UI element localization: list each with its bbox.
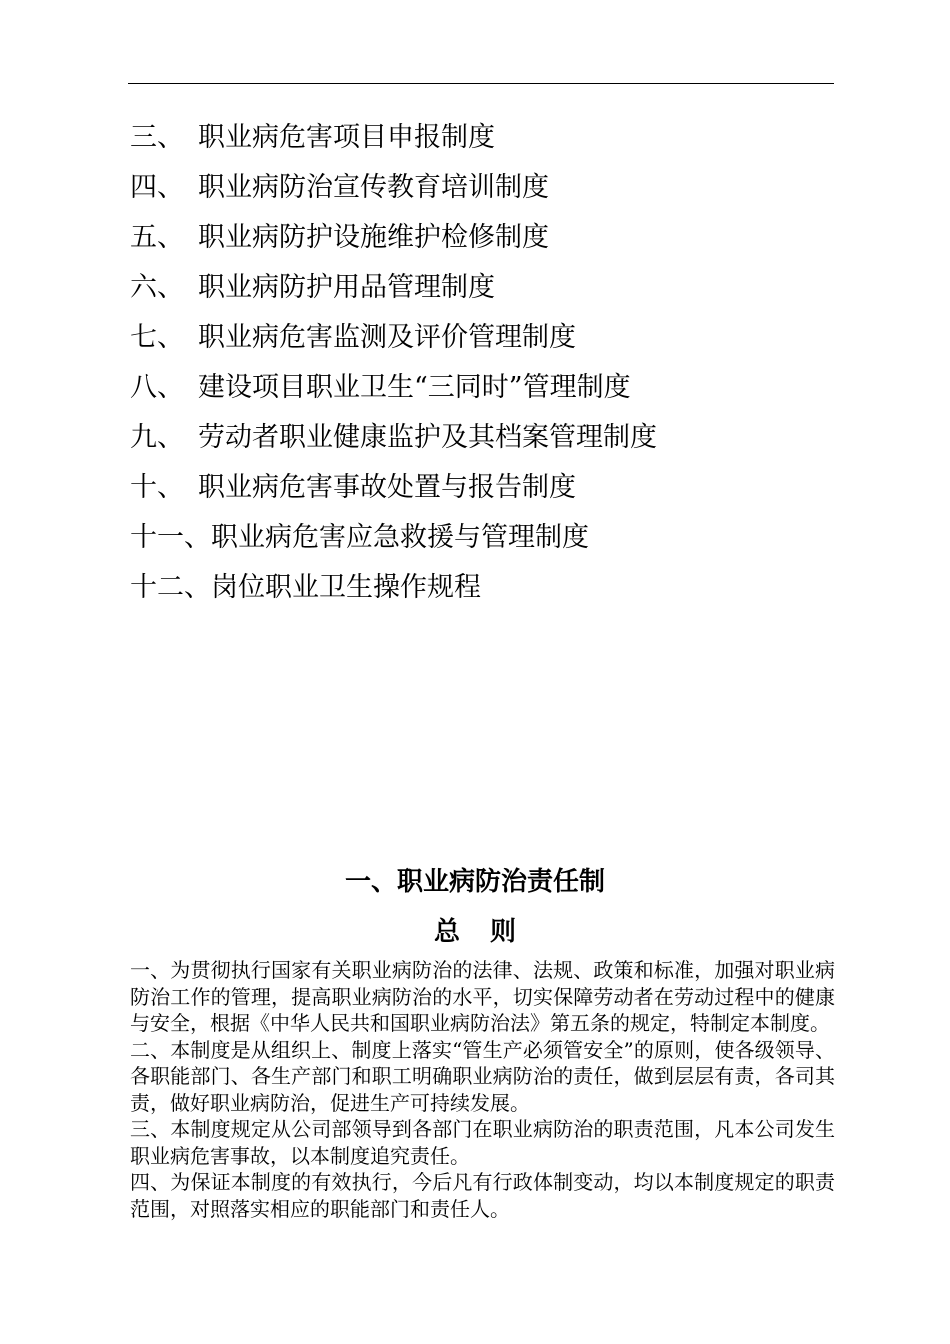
body-paragraph: 一、为贯彻执行国家有关职业病防治的法律、法规、政策和标准，加强对职业病防治工作的管理，提高职业病防治的水平，切实保障劳动者在劳动过程中的健康与安全，根据《中华人民共和国职业病防治法》第五条的规定，特制定本制度。	[130, 958, 835, 1035]
toc-item-title: 职业病危害应急救援与管理制度	[211, 522, 589, 553]
toc-item	[130, 166, 657, 216]
toc-item	[130, 266, 657, 316]
body-paragraph: 四、为保证本制度的有效执行，今后凡有行政体制变动，均以本制度规定的职责范围，对照落实相应的职能部门和责任人。	[130, 1170, 835, 1221]
table-of-contents	[130, 116, 657, 616]
toc-item	[130, 366, 657, 416]
header-rule	[128, 83, 834, 84]
toc-item-number: 五、	[130, 222, 184, 253]
toc-item-title: 建设项目职业卫生“三同时”管理制度	[198, 372, 631, 403]
toc-item-title: 职业病危害项目申报制度	[198, 122, 495, 153]
toc-item-number: 四、	[130, 172, 184, 203]
toc-item-title: 职业病防护用品管理制度	[198, 272, 495, 303]
toc-item-title: 职业病防护设施维护检修制度	[198, 222, 549, 253]
toc-item	[130, 466, 657, 516]
toc-item-number: 十二、	[130, 572, 211, 603]
toc-item-title: 职业病防治宣传教育培训制度	[198, 172, 549, 203]
toc-item-number: 八、	[130, 372, 184, 403]
section-body	[130, 957, 835, 1222]
toc-item-title: 岗位职业卫生操作规程	[211, 572, 481, 603]
toc-item	[130, 216, 657, 266]
toc-item	[130, 316, 657, 366]
toc-item-number: 六、	[130, 272, 184, 303]
toc-item-number: 三、	[130, 122, 184, 153]
toc-item	[130, 566, 657, 616]
toc-item-number: 九、	[130, 422, 184, 453]
toc-item-title: 职业病危害监测及评价管理制度	[198, 322, 576, 353]
toc-item	[130, 116, 657, 166]
section-subtitle: 总则	[433, 917, 546, 947]
toc-item-number: 十、	[130, 472, 184, 503]
toc-item	[130, 516, 657, 566]
toc-item-title: 劳动者职业健康监护及其档案管理制度	[198, 422, 657, 453]
toc-item-number: 十一、	[130, 522, 211, 553]
body-paragraph: 二、本制度是从组织上、制度上落实“管生产必须管安全”的原则，使各级领导、各职能部门、各生产部门和职工明确职业病防治的责任，做到层层有责，各司其责，做好职业病防治，促进生产可持续发展。	[130, 1037, 835, 1115]
toc-item-number: 七、	[130, 322, 184, 353]
body-paragraph: 三、本制度规定从公司部领导到各部门在职业病防治的职责范围，凡本公司发生职业病危害事故，以本制度追究责任。	[130, 1117, 835, 1168]
toc-item-title: 职业病危害事故处置与报告制度	[198, 472, 576, 503]
section-title: 一、职业病防治责任制	[344, 867, 605, 897]
toc-item	[130, 416, 657, 466]
